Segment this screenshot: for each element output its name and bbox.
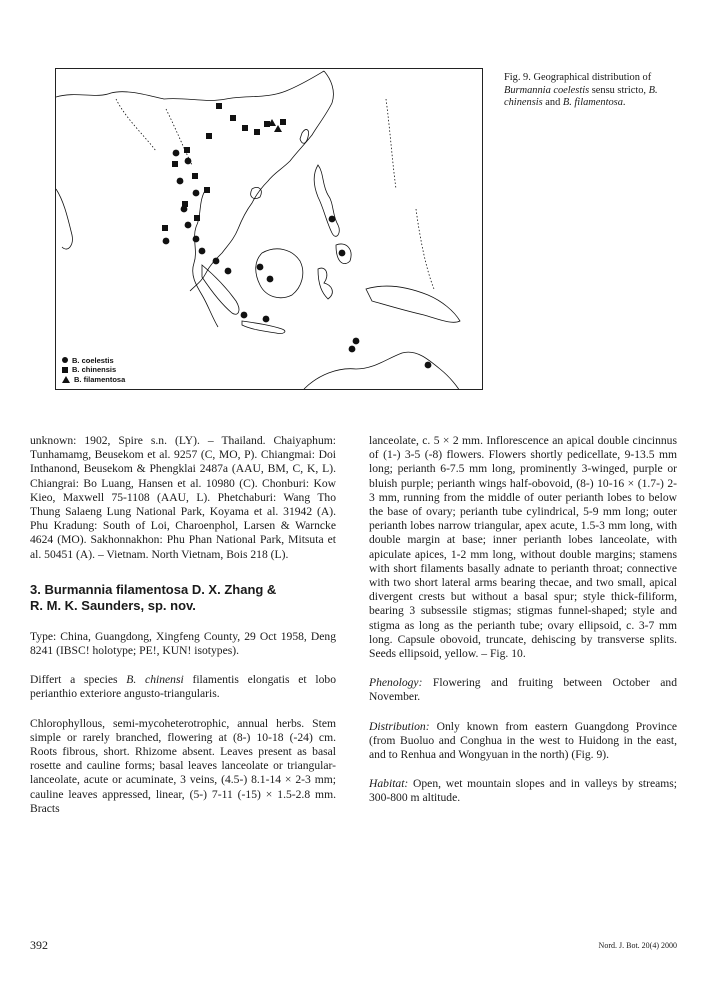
- distribution-map: [55, 68, 483, 390]
- coelestis-marker: [267, 276, 274, 283]
- caption-text: sensu stricto,: [589, 84, 649, 96]
- chinensis-marker: [192, 173, 198, 179]
- chinensis-marker: [216, 103, 222, 109]
- chinensis-marker: [204, 187, 210, 193]
- legend-item-filamentosa: [62, 375, 125, 385]
- diagnosis-text: Differt a species: [30, 673, 127, 687]
- habitat-paragraph: [369, 777, 677, 805]
- legend-label: B. filamentosa: [74, 374, 126, 384]
- filamentosa-marker: [274, 125, 282, 132]
- legend-label: B. coelestis: [72, 355, 114, 365]
- phenology-text: Flowering and fruiting between October and November.: [369, 676, 677, 704]
- sumatra: [202, 265, 239, 314]
- hainan-island: [251, 187, 262, 198]
- chinensis-marker: [230, 115, 236, 121]
- chinensis-marker: [254, 129, 260, 135]
- australia-coast: [304, 352, 460, 390]
- type-paragraph: Type: China, Guangdong, Xingfeng County, 29 Oct 1958, Deng 8241 (IBSC! holotype; PE!, KUN! isotypes).: [30, 629, 336, 658]
- caption-species: B. filamentosa: [562, 97, 623, 109]
- peninsula-coast: [193, 189, 218, 327]
- species-heading: [30, 582, 336, 614]
- page-number: 392: [30, 938, 48, 952]
- coelestis-marker: [213, 258, 220, 265]
- new-guinea: [366, 286, 460, 322]
- legend-item-chinensis: [62, 365, 125, 375]
- distribution-text: Only known from eastern Guangdong Province (from Buoluo and Conghua in the west to Huidong in the east, and to Renhua and Wongyuan in the north) (Fig. 9).: [369, 719, 677, 762]
- chinensis-marker: [162, 225, 168, 231]
- triangle-icon: [62, 376, 70, 383]
- caption-text: Geographical distribution of: [533, 72, 652, 83]
- heading-line: R. M. K. Saunders, sp. nov.: [30, 597, 196, 613]
- coelestis-marker: [329, 216, 336, 223]
- java: [242, 321, 285, 334]
- coelestis-marker: [263, 316, 270, 323]
- specimens-paragraph: unknown: 1902, Spire s.n. (LY). – Thailand. Chaiyaphum: Tunhamamg, Beusekom et al. 9257 (C, MO, P). Chiangmai: Doi Inthanond, Beusekom & Phengklai 2487a (AAU, BM, C, K, L). Chiangrai: Bo Luang, Hansen et al. 10980 (C). Chonburi: Kow Kieo, Maxwell 75-1108 (AAU, L). Phetchaburi: Wang Tho Thung Salaeng Lung National Park, Koyama et al. 31942 (A). Phu Kradung: South of Loi, Charoenphol, Larsen & Warncke 4624 (MO). Sakhonnakhon: Phu Phan National Park, Mitsuta et al. 50451 (A). – Vietnam. North Vietnam, Bois 218 (L).: [30, 434, 336, 561]
- left-column: [30, 434, 336, 831]
- diagnosis-species: B. chinensi: [126, 673, 184, 687]
- chinensis-marker: [280, 119, 286, 125]
- coelestis-marker: [353, 338, 360, 345]
- chinensis-marker: [242, 125, 248, 131]
- coelestis-marker: [199, 248, 206, 255]
- coelestis-marker: [339, 250, 346, 257]
- chinensis-marker: [184, 147, 190, 153]
- right-column: [369, 434, 677, 821]
- coelestis-marker: [225, 268, 232, 275]
- coelestis-marker: [177, 178, 184, 185]
- distribution-label: Distribution:: [369, 719, 430, 733]
- coelestis-marker: [241, 312, 248, 319]
- caption-species: B. chinensis: [504, 84, 658, 109]
- specimen-markers: [162, 103, 431, 368]
- coelestis-marker: [257, 264, 264, 271]
- habitat-label: Habitat:: [369, 777, 409, 791]
- philippines: [314, 165, 339, 236]
- diagnosis-text: filamentis elongatis et lobo perianthio exteriore angusto-triangularis.: [30, 673, 337, 701]
- habitat-text: Open, wet mountain slopes and in valleys by streams; 300-800 m altitude.: [369, 777, 677, 805]
- description-paragraph: Chlorophyllous, semi-mycoheterotrophic, annual herbs. Stem simple or rarely branched, flowering at (8-) 10-18 (-24) cm. Roots fibrous, short. Rhizome absent. Leaves present as basal rosette and cauline forms; basal leaves lanceolate or triangular-lanceolate, acute or acuminate, 3 veins, (4.5-) 8.1-14 × 2-3 mm; cauline leaves appressed, linear, (5-) 7-11 (-15) × 1.5-2.8 mm. Bracts: [30, 716, 336, 815]
- caption-species: Burmannia coelestis: [504, 84, 590, 96]
- legend-item-coelestis: [62, 356, 125, 366]
- india-coast: [56, 189, 72, 249]
- journal-citation: Nord. J. Bot. 20(4) 2000: [598, 941, 677, 950]
- caption-text: .: [622, 97, 626, 109]
- coelestis-marker: [193, 190, 200, 197]
- coelestis-marker: [425, 362, 432, 369]
- borneo: [256, 249, 303, 298]
- phenology-paragraph: [369, 676, 677, 704]
- chinensis-marker: [264, 121, 270, 127]
- coelestis-marker: [193, 236, 200, 243]
- map-drawing: [56, 69, 483, 390]
- chinensis-marker: [206, 133, 212, 139]
- caption-label: Fig. 9.: [504, 72, 531, 83]
- legend-label: B. chinensis: [72, 365, 117, 374]
- caption-text: and: [542, 97, 563, 109]
- sulawesi: [318, 268, 332, 299]
- diagnosis-paragraph: [30, 673, 336, 701]
- figure-caption: [504, 72, 684, 110]
- border-lines: [116, 99, 434, 289]
- coelestis-marker: [173, 150, 180, 157]
- coelestis-marker: [185, 222, 192, 229]
- map-legend: [62, 356, 125, 385]
- chinensis-marker: [172, 161, 178, 167]
- circle-icon: [62, 357, 68, 363]
- heading-line: 3. Burmannia filamentosa D. X. Zhang &: [30, 581, 277, 597]
- coelestis-marker: [181, 206, 188, 213]
- chinensis-marker: [194, 215, 200, 221]
- description-continued: lanceolate, c. 5 × 2 mm. Inflorescence an apical double cincinnus of (1-) 3-5 (-8) flowers. Flowers shortly pedicellate, 9-13.5 mm long; perianth 6-7.5 mm long, prominently 3-winged, purple or bluish purple; perianth wings half-obovoid, (8-) 10-16 × (1.7-) 2-3 mm, running from the middle of outer perianth lobes to below the base of ovary; perianth tube cylindrical, 5-9 mm long; outer perianth lobes narrow triangular, apex acute, 1.5-3 mm long, with double margin at base; inner perianth lobes lanceolate, with apiculate apices, 1-2 mm long, without double margins; stamens with short filaments basally adnate to perianth throat; connective with two short lateral arms bearing thecae, and two small, apical divergent crests but without a basal spur; style thick-filiform, bearing 3 subsessile stigmas; stigmas funnel-shaped; style and stigma as long as the perianth tube; ovary ellipsoid, c. 3-7 mm long. Capsule obovoid, truncate, dehiscing by transverse splits. Seeds ellipsoid, yellow. – Fig. 10.: [369, 434, 677, 661]
- coelestis-marker: [349, 346, 356, 353]
- phenology-label: Phenology:: [369, 676, 423, 690]
- coelestis-marker: [163, 238, 170, 245]
- square-icon: [62, 367, 68, 373]
- coelestis-marker: [185, 158, 192, 165]
- distribution-paragraph: [369, 720, 677, 763]
